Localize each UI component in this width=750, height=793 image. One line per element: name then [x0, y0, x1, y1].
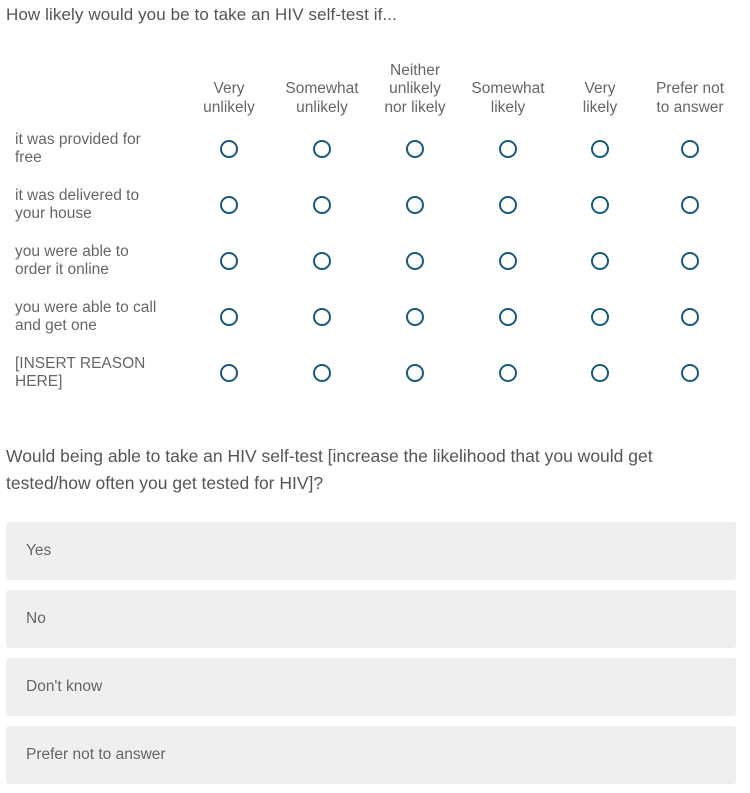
matrix-row-provided-free [0, 121, 750, 177]
radio-somewhat-unlikely[interactable] [313, 140, 331, 158]
matrix-row-delivered-house [0, 177, 750, 233]
question-1-text: How likely would you be to take an HIV self-test if... [6, 5, 397, 24]
choice-label: Yes [26, 542, 52, 559]
column-header-very-likely: Very likely [582, 80, 618, 116]
radio-very-likely[interactable] [591, 308, 609, 326]
radio-neither[interactable] [406, 140, 424, 158]
radio-prefer-not-to-answer[interactable] [681, 364, 699, 382]
question-2-text: Would being able to take an HIV self-test [increase the likelihood that you would get tested/how often you get tested for HIV]? [6, 446, 653, 493]
radio-very-unlikely[interactable] [220, 140, 238, 158]
choice-prefer-not-to-answer[interactable] [6, 726, 736, 784]
choice-label: Don't know [26, 678, 103, 695]
radio-very-unlikely[interactable] [220, 364, 238, 382]
radio-prefer-not-to-answer[interactable] [681, 308, 699, 326]
radio-prefer-not-to-answer[interactable] [681, 252, 699, 270]
row-label: it was provided for free [15, 131, 141, 166]
radio-somewhat-unlikely[interactable] [313, 252, 331, 270]
choice-yes[interactable] [6, 522, 736, 580]
radio-somewhat-unlikely[interactable] [313, 196, 331, 214]
radio-very-likely[interactable] [591, 196, 609, 214]
row-label: you were able to order it online [15, 243, 129, 278]
choice-dont-know[interactable] [6, 658, 736, 716]
radio-very-unlikely[interactable] [220, 308, 238, 326]
radio-prefer-not-to-answer[interactable] [681, 140, 699, 158]
row-label: [INSERT REASON HERE] [15, 355, 146, 390]
radio-somewhat-likely[interactable] [499, 196, 517, 214]
radio-very-unlikely[interactable] [220, 252, 238, 270]
radio-neither[interactable] [406, 252, 424, 270]
column-header-very-unlikely: Very unlikely [203, 80, 255, 116]
radio-neither[interactable] [406, 196, 424, 214]
column-header-somewhat-likely: Somewhat likely [471, 80, 545, 116]
choice-no[interactable] [6, 590, 736, 648]
row-label: it was delivered to your house [15, 187, 140, 222]
radio-very-likely[interactable] [591, 364, 609, 382]
matrix-row-order-online [0, 233, 750, 289]
radio-neither[interactable] [406, 364, 424, 382]
matrix-row-call-get-one [0, 289, 750, 345]
choice-label: Prefer not to answer [26, 746, 166, 763]
radio-somewhat-likely[interactable] [499, 308, 517, 326]
radio-neither[interactable] [406, 308, 424, 326]
matrix-column-headers [0, 57, 750, 117]
radio-very-likely[interactable] [591, 140, 609, 158]
radio-somewhat-unlikely[interactable] [313, 364, 331, 382]
radio-somewhat-unlikely[interactable] [313, 308, 331, 326]
radio-somewhat-likely[interactable] [499, 140, 517, 158]
radio-very-likely[interactable] [591, 252, 609, 270]
matrix-row-insert-reason [0, 345, 750, 401]
column-header-prefer-not-to-answer: Prefer not to answer [655, 80, 725, 116]
column-header-somewhat-unlikely: Somewhat unlikely [285, 80, 359, 116]
row-label: you were able to call and get one [15, 299, 157, 334]
radio-prefer-not-to-answer[interactable] [681, 196, 699, 214]
radio-very-unlikely[interactable] [220, 196, 238, 214]
column-header-neither: Neither unlikely nor likely [384, 61, 446, 116]
radio-somewhat-likely[interactable] [499, 364, 517, 382]
choice-label: No [26, 610, 46, 627]
radio-somewhat-likely[interactable] [499, 252, 517, 270]
